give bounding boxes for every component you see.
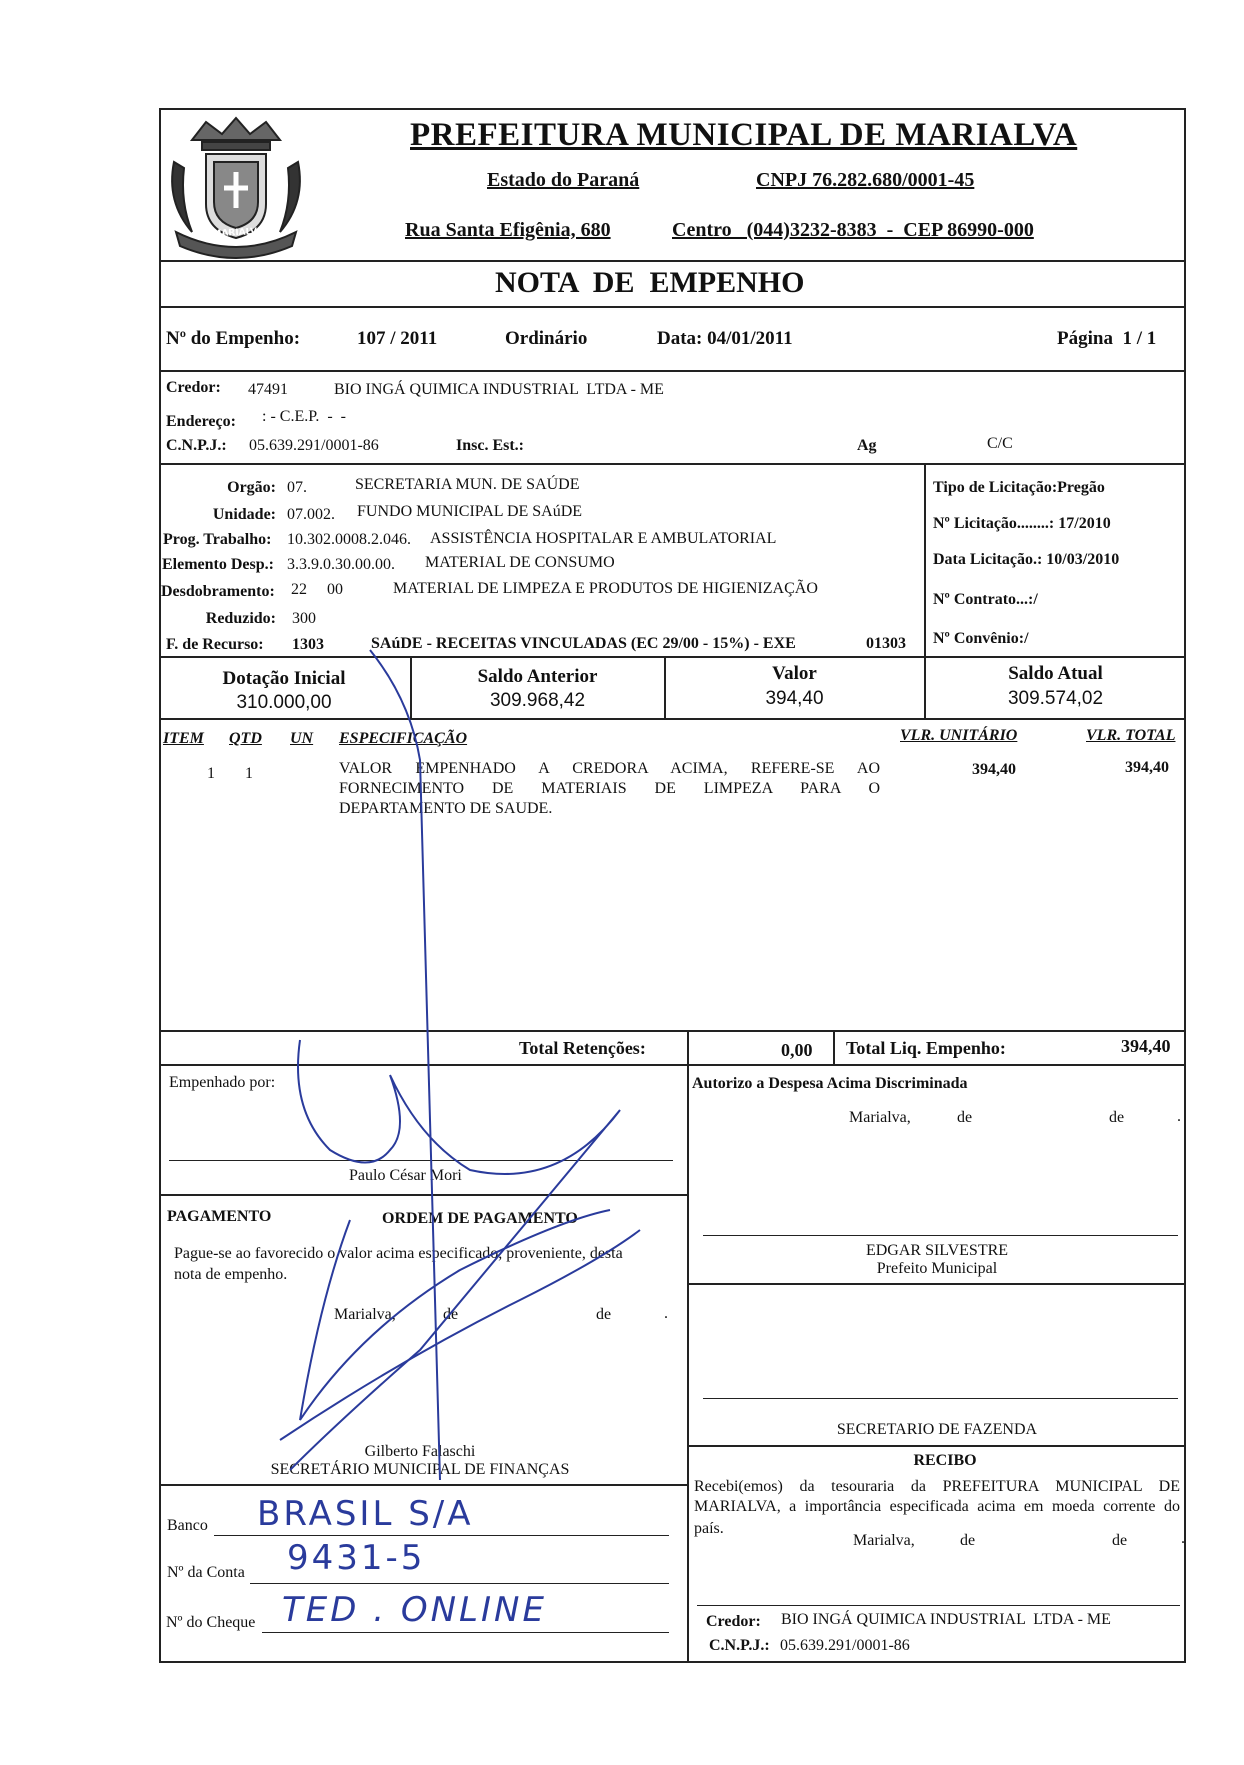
recibo-credor-name: BIO INGÁ QUIMICA INDUSTRIAL LTDA - ME [781,1611,1111,1628]
recibo-text-3: país. [694,1520,724,1537]
saldo-anterior-value: 309.968,42 [489,690,586,711]
total-liquido-label: Total Liq. Empenho: [846,1038,1006,1058]
state-name: Estado do Paraná [487,169,640,191]
item-unit-price: 394,40 [972,761,1016,778]
item-spec-line-3: DEPARTAMENTO DE SAUDE. [339,800,553,817]
recibo-cnpj: 05.639.291/0001-86 [780,1637,910,1654]
total-liquido-value: 394,40 [1121,1036,1171,1056]
cc-label: C/C [987,435,1013,452]
unidade-desc: FUNDO MUNICIPAL DE SAúDE [357,503,583,520]
col-vlr-total: VLR. TOTAL [1086,727,1176,744]
ordem-de-2: de [596,1306,612,1323]
reduzido-label: Reduzido: [205,610,276,627]
address-label: Endereço: [166,413,236,430]
banco-label: Banco [167,1517,208,1534]
municipal-crest-icon [162,112,310,262]
conta-value[interactable]: 9431-5 [287,1538,426,1578]
contrato-numero: Nº Contrato...:/ [933,591,1038,608]
valor-label: Valor [772,663,817,684]
col-especificacao: ESPECIFICAÇÃO [339,730,468,747]
pague-se-text-2: nota de empenho. [174,1266,288,1283]
empenhado-por-label: Empenhado por: [169,1074,276,1091]
item-spec-line-1: VALOR EMPENHADO A CREDORA ACIMA, REFERE-SE AO [339,760,880,777]
insc-est-label: Insc. Est.: [456,437,525,454]
address-value: : - C.E.P. - - [262,408,346,425]
autorizo-label: Autorizo a Despesa Acima Discriminada [692,1075,968,1092]
prog-trabalho-label: Prog. Trabalho: [163,531,272,548]
header-cnpj: CNPJ 76.282.680/0001-45 [756,169,975,191]
saldo-anterior-label: Saldo Anterior [477,666,598,687]
recibo-credor-label: Credor: [706,1613,761,1630]
total-retencoes-value: 0,00 [781,1040,813,1060]
recibo-text-2: MARIALVA, a importância especificada acima em moeda corrente do [694,1498,1180,1515]
prefeito-name: EDGAR SILVESTRE [865,1242,1009,1259]
elemento-desc: MATERIAL DE CONSUMO [425,554,615,571]
fonte-recurso-desc: SAúDE - RECEITAS VINCULADAS (EC 29/00 - 15%) - EXE [371,635,796,652]
autorizo-de-2: de [1109,1109,1125,1126]
licitacao-tipo: Tipo de Licitação:Pregão [933,479,1105,496]
fonte-recurso-extra: 01303 [866,635,906,652]
sec-financas-name: Gilberto Falaschi [364,1443,476,1460]
credor-label: Credor: [166,379,221,396]
desdobramento-desc: MATERIAL DE LIMPEZA E PRODUTOS DE HIGIENIZAÇÃO [393,580,818,597]
item-qtd: 1 [245,765,253,782]
recibo-de-2: de [1112,1532,1128,1549]
cnpj-label: C.N.P.J.: [166,437,227,454]
item-spec-line-2: FORNECIMENTO DE MATERIAIS DE LIMPEZA PARA O [339,780,880,797]
cheque-value[interactable]: TED . ONLINE [282,1590,547,1630]
header-address: Rua Santa Efigênia, 680 [405,219,611,241]
orgao-desc: SECRETARIA MUN. DE SAÚDE [355,476,580,493]
fonte-recurso-label: F. de Recurso: [166,636,264,653]
unidade-label: Unidade: [212,506,276,523]
sec-fazenda-title: SECRETARIO DE FAZENDA [836,1421,1038,1438]
cnpj-value: 05.639.291/0001-86 [249,437,379,454]
dotacao-value: 310.000,00 [236,692,332,713]
valor-value: 394,40 [765,688,824,709]
col-item: ITEM [163,730,204,747]
empenho-date: Data: 04/01/2011 [657,328,793,349]
autorizo-de-1: de [957,1109,973,1126]
conta-label: Nº da Conta [167,1564,245,1581]
recibo-cnpj-label: C.N.P.J.: [709,1637,770,1654]
elemento-code: 3.3.9.0.30.00.00. [287,556,395,573]
header-contact: Centro (044)3232-8383 - CEP 86990-000 [672,219,1034,241]
orgao-label: Orgão: [227,479,276,496]
dotacao-label: Dotação Inicial [222,668,346,689]
empenho-type: Ordinário [505,328,588,349]
ordem-pagamento-label: ORDEM DE PAGAMENTO [382,1210,578,1227]
prog-trabalho-desc: ASSISTÊNCIA HOSPITALAR E AMBULATORIAL [430,530,777,547]
fonte-recurso-code: 1303 [292,636,324,653]
ag-label: Ag [857,437,877,454]
empenho-number: 107 / 2011 [357,328,438,349]
desdobramento-code: 22 00 [291,581,343,598]
page-title: PREFEITURA MUNICIPAL DE MARIALVA [410,117,1078,153]
prog-trabalho-code: 10.302.0008.2.046. [287,531,411,548]
sec-financas-title: SECRETÁRIO MUNICIPAL DE FINANÇAS [270,1461,570,1478]
page-number: Página 1 / 1 [1057,328,1157,349]
pagamento-label: PAGAMENTO [167,1208,272,1225]
crest-ribbon-text: MARIALVA [212,226,264,240]
col-qtd: QTD [229,730,262,747]
licitacao-numero: Nº Licitação........: 17/2010 [933,515,1111,532]
credor-code: 47491 [248,381,288,398]
empenho-number-label: Nº do Empenho: [166,328,301,349]
elemento-label: Elemento Desp.: [162,556,274,573]
empenhado-por-name: Paulo César Mori [349,1167,462,1184]
ordem-de-1: de [443,1306,459,1323]
col-vlr-unitario: VLR. UNITÁRIO [900,727,1018,744]
recibo-text-1: Recebi(emos) da tesouraria da PREFEITURA MUNICIPAL DE [694,1478,1180,1495]
total-retencoes-label: Total Retenções: [519,1038,646,1058]
recibo-label: RECIBO [913,1452,977,1469]
orgao-code: 07. [287,479,307,496]
recibo-marialva: Marialva, [853,1532,915,1549]
saldo-atual-value: 309.574,02 [1007,688,1104,709]
convenio-numero: Nº Convênio:/ [933,630,1029,647]
cheque-label: Nº do Cheque [166,1614,256,1631]
pague-se-text-1: Pague-se ao favorecido o valor acima especificado, proveniente, desta [174,1245,623,1262]
licitacao-data: Data Licitação.: 10/03/2010 [933,551,1120,568]
autorizo-marialva: Marialva, [849,1109,911,1126]
prefeito-title: Prefeito Municipal [876,1260,998,1277]
recibo-de-1: de [960,1532,976,1549]
credor-name: BIO INGÁ QUIMICA INDUSTRIAL LTDA - ME [334,381,664,398]
ordem-marialva: Marialva, [334,1306,396,1323]
col-un: UN [290,730,314,747]
document-title: NOTA DE EMPENHO [495,266,805,299]
banco-value[interactable]: BRASIL S/A [257,1494,474,1534]
desdobramento-label: Desdobramento: [161,583,275,600]
saldo-atual-label: Saldo Atual [1008,663,1103,684]
item-number: 1 [207,765,215,782]
reduzido-code: 300 [292,610,316,627]
unidade-code: 07.002. [287,506,335,523]
item-total: 394,40 [1125,759,1169,776]
nota-de-empenho-page: MARIALVA PREFEITURA MUNICIPAL DE MARIALVA Estado do Paraná CNPJ 76.282.680/0001-45 Rua Santa Efigênia, 680 Centro (044)3232-8383 - CEP 86990-000 NOTA DE EMPENHO Nº do Empenho: 107 / 2011 Ordinário Data: 04/01/2011 Página 1 / 1 Credor: 47491 BIO INGÁ QUIMICA INDUSTRIAL LTDA - ME Endereço: : - C.E.P. - - C.N.P.J.: 05.639.291/0001-86 Insc. Est.: Ag C/C Orgão: 07. SECRETARIA MUN. DE SAÚDE Unidade: 07.002. FUNDO MUNICIPAL DE SAúDE Prog. Trabalho: 10.302.0008.2.046. ASSISTÊNCIA HOSPITALAR E AMBULATORIAL Elemento Desp.: 3.3.9.0.30.00.00. MATERIAL DE CONSUMO Desdobramento: 22 00 MATERIAL DE LIMPEZA E PRODUTOS DE HIGIENIZAÇÃO Reduzido: 300 F. de Recurso: 1303 SAúDE - RECEITAS VINCULADAS (EC 29/00 - 15%) - EXE 01303 Tipo de Licitação:Pregão Nº Licitação........: 17/2010 Data Licitação.: 10/03/2010 Nº Contrato...:/ Nº Convênio:/ Dotação Inicial 310.000,00 Saldo Anterior 309.968,42 Valor 394,40 Saldo Atual 309.574,02 ITEM QTD UN ESPECIFICAÇÃO VLR. UNITÁRIO VLR. TOTAL 1 1 VALOR EMPENHADO A CREDORA ACIMA, REFERE-SE AO FORNECIMENTO DE MATERIAIS DE LIMPEZA PARA O DEPARTAMENTO DE SAUDE. 394,40 394,40 Total Retenções: 0,00 Total Liq. Empenho: 394,40 Empenhado por: Paulo César Mori PAGAMENTO ORDEM DE PAGAMENTO Pague-se ao favorecido o valor acima especificado, proveniente, desta nota de empenho. Marialva, de de . Gilberto Falaschi SECRETÁRIO MUNICIPAL DE FINANÇAS Banco BRASIL S/A Nº da Conta 9431-5 Nº do Cheque TED . ONLINE Autorizo a Despesa Acima Discriminada Marialva, de de . EDGAR SILVESTRE Prefeito Municipal SECRETARIO DE FAZENDA RECIBO Recebi(emos) da tesouraria da PREFEITURA MUNICIPAL DE MARIALVA, a importância especificada acima em moeda corrente do país. Marialva, de de . Credor: BIO INGÁ QUIMICA INDUSTRIAL LTDA - ME C.N.P.J.: 05.639.291/0001-86 [0,0,1244,1765]
